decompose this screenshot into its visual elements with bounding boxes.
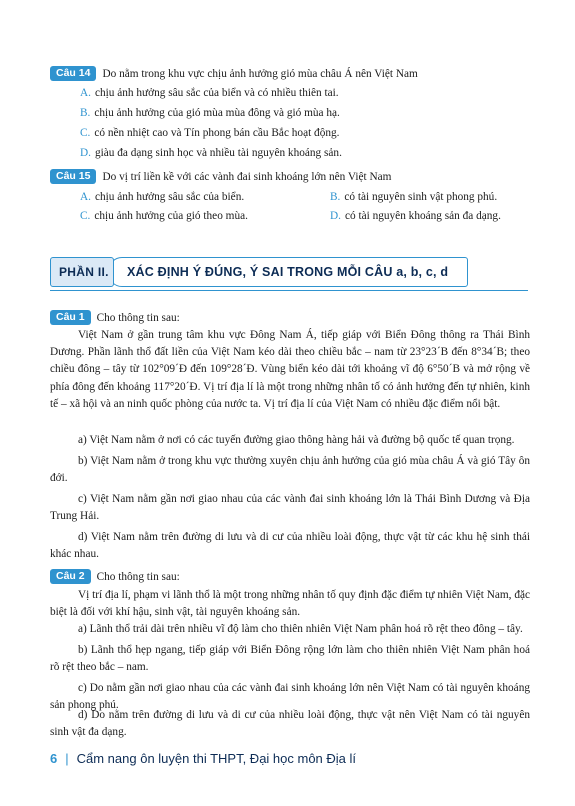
footer-separator: |: [65, 751, 69, 766]
cau-1-passage: Việt Nam ở gần trung tâm khu vực Đông Nam Á, tiếp giáp với Biển Đông thông ra Thái Bình Dương. Phần lãnh thổ đất liền của Việt Nam kéo dài theo chiều bắc – nam từ 23°23´B đến 8°34´B; theo chiều đông – tây từ 102°09´Đ đến 109°28´Đ. Vùng biển kéo dài tới khoảng vĩ độ 6°50´B và mở rộng về phía đông đến khoảng 117°20´Đ. Vị trí địa lí là một trong những nhân tố có ảnh hưởng đến tự nhiên, kinh tế – xã hội và an ninh quốc phòng của nước ta. Vị trí địa lí của Việt Nam có nhiều đặc điểm nổi bật.: [50, 329, 530, 410]
option-letter: D.: [330, 210, 341, 222]
option-letter: A.: [80, 87, 91, 99]
option-text: giàu đa dạng sinh học và nhiều tài nguyên khoáng sản.: [94, 147, 342, 159]
cau-1-label: Câu 1: [50, 310, 91, 325]
q15-option-c: [80, 209, 248, 223]
option-letter: C.: [80, 210, 91, 222]
cau-2-statement-b: b) Lãnh thổ hẹp ngang, tiếp giáp với Biển Đông rộng lớn làm cho thiên nhiên Việt Nam phân hoá rõ rệt theo bắc – nam.: [50, 644, 530, 674]
page-number: 6: [50, 751, 58, 766]
q14-option-d: [80, 146, 342, 160]
cau-1-statement-c: c) Việt Nam nằm gần nơi giao nhau của các vành đai sinh khoáng lớn là Thái Bình Dương và Địa Trung Hải.: [50, 493, 530, 523]
cau-2-label: Câu 2: [50, 569, 91, 584]
cau-2-statement-c: c) Do nằm gần nơi giao nhau của các vành đai sinh khoáng lớn nên Việt Nam có tài nguyên khoáng sản phong phú.: [50, 682, 530, 712]
question-14-label: Câu 14: [50, 66, 96, 81]
cau-1-statement-d: d) Việt Nam nằm trên đường di lưu và di cư của nhiều loài động, thực vật từ các khu hệ sinh thái khác nhau.: [50, 531, 530, 561]
cau-2-passage: Vị trí địa lí, phạm vi lãnh thổ là một trong những nhân tố quy định đặc điểm tự nhiên Việt Nam, đặc biệt là đối với khí hậu, sinh vật, tài nguyên khoáng sản.: [50, 589, 530, 619]
option-letter: D.: [80, 147, 91, 159]
q14-option-a: [80, 86, 339, 100]
option-letter: A.: [80, 191, 91, 203]
question-14-text: Do nằm trong khu vực chịu ảnh hưởng gió mùa châu Á nên Việt Nam: [102, 68, 418, 80]
book-title: Cẩm nang ôn luyện thi THPT, Đại học môn Địa lí: [76, 751, 357, 766]
option-text: chịu ảnh hưởng sâu sắc của biển và có nhiều thiên tai.: [94, 87, 339, 99]
option-letter: B.: [330, 191, 341, 203]
option-text: chịu ảnh hưởng của gió mùa mùa đông và gió mùa hạ.: [94, 107, 340, 119]
section-tab-label: PHẦN II.: [59, 265, 109, 279]
cau-2-statement-a: a) Lãnh thổ trải dài trên nhiều vĩ độ làm cho thiên nhiên Việt Nam phân hoá rõ rệt theo đông – tây.: [78, 623, 523, 635]
question-15-stem: [50, 169, 391, 184]
option-text: chịu ảnh hưởng sâu sắc của biển.: [94, 191, 245, 203]
question-15-text: Do vị trí liền kề với các vành đai sinh khoáng lớn nên Việt Nam: [102, 171, 392, 183]
cau-1-statement-a: a) Việt Nam nằm ở nơi có các tuyến đường giao thông hàng hải và đường bộ quốc tế quan trọng.: [78, 434, 515, 446]
q14-option-b: [80, 106, 340, 120]
section-underline: [50, 290, 528, 292]
option-letter: B.: [80, 107, 91, 119]
option-text: có tài nguyên khoáng sản đa dạng.: [344, 210, 501, 222]
option-text: chịu ảnh hưởng của gió theo mùa.: [94, 210, 248, 222]
cau-1-statement-b: b) Việt Nam nằm ở trong khu vực thường xuyên chịu ảnh hưởng của gió mùa châu Á và gió Tây ôn đới.: [50, 455, 530, 485]
section-title: XÁC ĐỊNH Ý ĐÚNG, Ý SAI TRONG MỖI CÂU a, b, c, d: [127, 265, 449, 279]
q15-option-d: [330, 209, 501, 223]
cau-2-intro: Cho thông tin sau:: [96, 571, 180, 583]
q15-option-b: [330, 190, 497, 204]
question-15-label: Câu 15: [50, 169, 96, 184]
page-footer: [50, 751, 356, 766]
section-title-box: [108, 257, 468, 287]
option-text: có tài nguyên sinh vật phong phú.: [344, 191, 498, 203]
q15-option-a: [80, 190, 244, 204]
question-14-stem: [50, 66, 418, 81]
cau-2-statement-d: d) Do nằm trên đường di lưu và di cư của nhiều loài động, thực vật nên Việt Nam có tài nguyên sinh vật đa dạng.: [50, 709, 530, 739]
option-text: có nền nhiệt cao và Tín phong bán cầu Bắc hoạt động.: [94, 127, 340, 139]
cau-2-header: [50, 569, 180, 584]
cau-1-intro: Cho thông tin sau:: [96, 312, 180, 324]
section-tab: [50, 257, 114, 287]
option-letter: C.: [80, 127, 91, 139]
q14-option-c: [80, 126, 339, 140]
section-header: [50, 257, 528, 287]
cau-1-header: [50, 310, 180, 325]
